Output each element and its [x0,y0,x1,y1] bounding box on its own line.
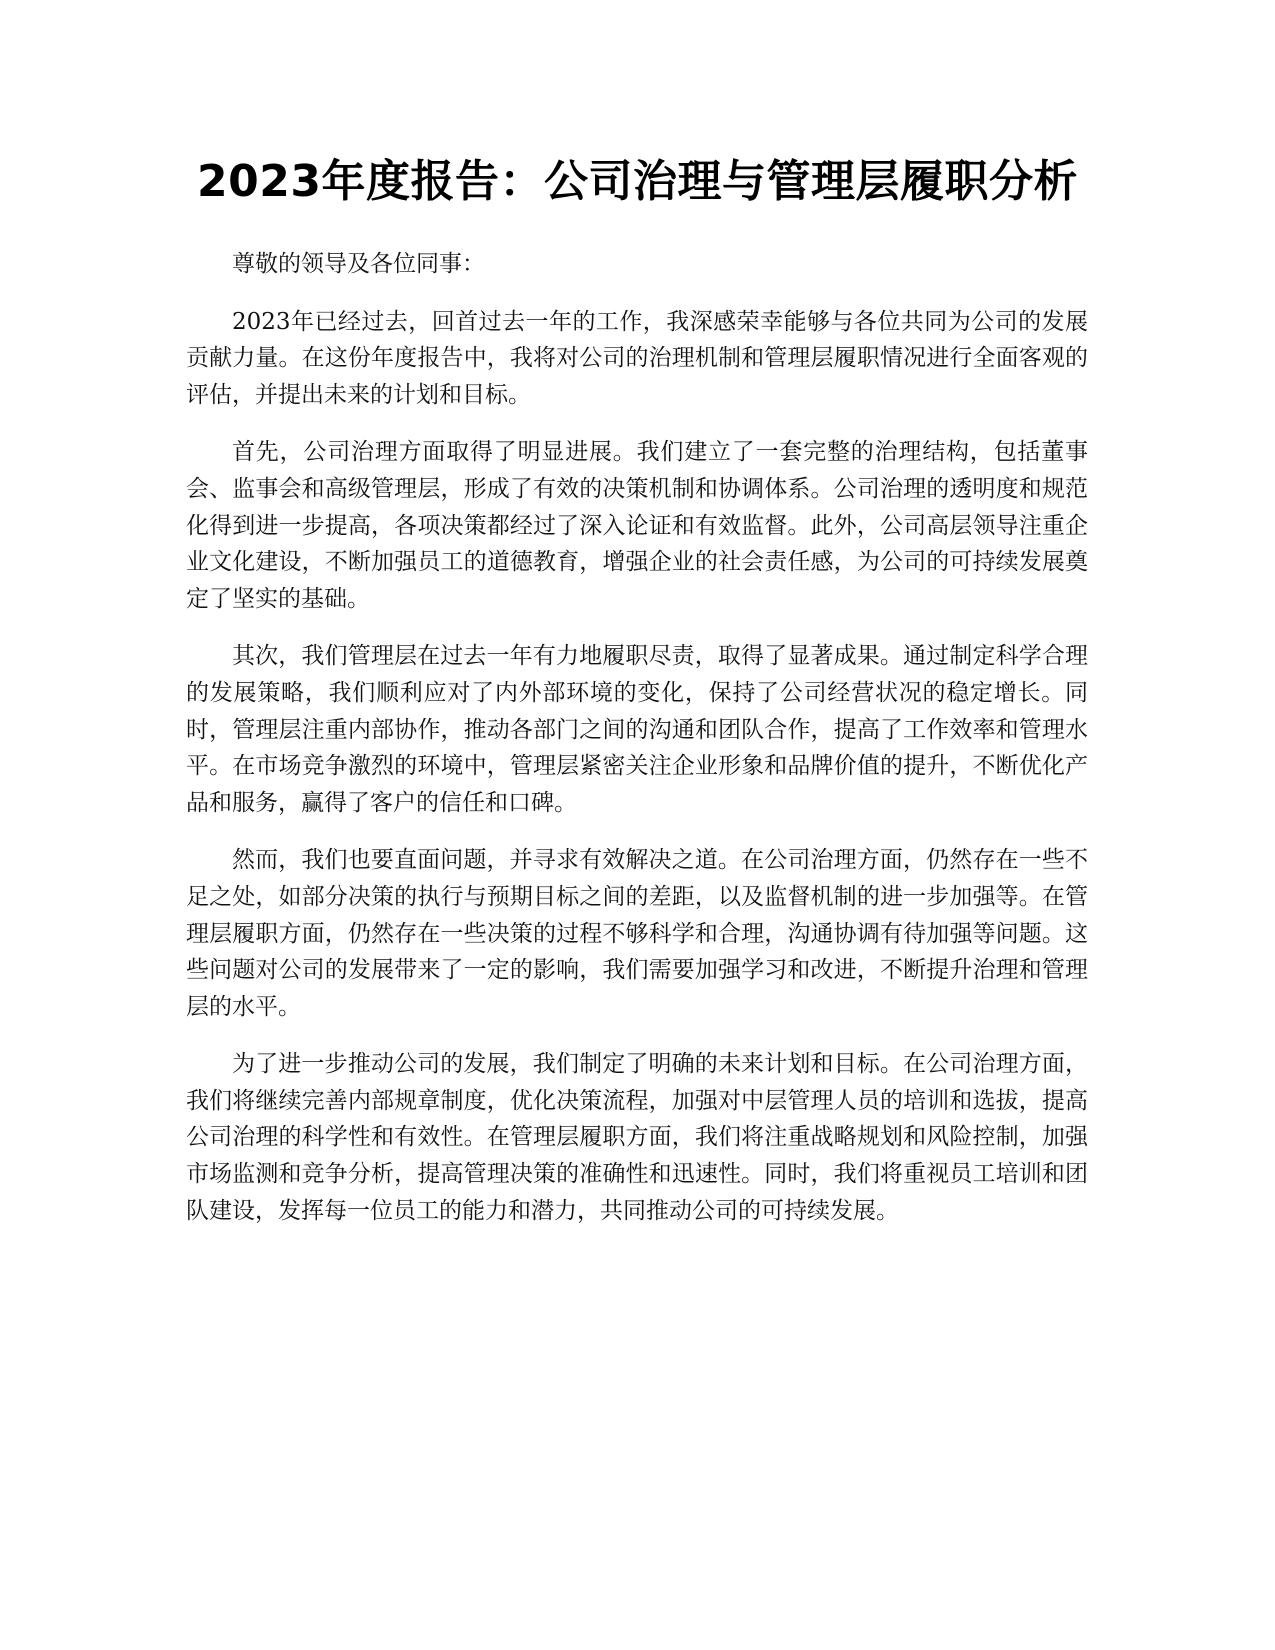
document-title: 2023年度报告：公司治理与管理层履职分析 [197,156,1078,207]
document-body [186,246,1088,1250]
greeting-paragraph: 尊敬的领导及各位同事： [232,251,485,277]
body-paragraph: 为了进一步推动公司的发展，我们制定了明确的未来计划和目标。在公司治理方面，我们将继续完善内部规章制度，优化决策流程，加强对中层管理人员的培训和选拔，提高公司治理的科学性和有效性。在管理层履职方面，我们将注重战略规划和风险控制，加强市场监测和竞争分析，提高管理决策的准确性和迅速性。同时，我们将重视员工培训和团队建设，发挥每一位员工的能力和潜力，共同推动公司的可持续发展。 [186,1051,1088,1224]
body-paragraph: 2023年已经过去，回首过去一年的工作，我深感荣幸能够与各位共同为公司的发展贡献力量。在这份年度报告中，我将对公司的治理机制和管理层履职情况进行全面客观的评估，并提出未来的计划和目标。 [186,308,1088,408]
body-paragraph: 然而，我们也要直面问题，并寻求有效解决之道。在公司治理方面，仍然存在一些不足之处，如部分决策的执行与预期目标之间的差距，以及监督机制的进一步加强等。在管理层履职方面，仍然存在一些决策的过程不够科学和合理，沟通协调有待加强等问题。这些问题对公司的发展带来了一定的影响，我们需要加强学习和改进，不断提升治理和管理层的水平。 [186,847,1088,1020]
body-paragraph: 其次，我们管理层在过去一年有力地履职尽责，取得了显著成果。通过制定科学合理的发展策略，我们顺利应对了内外部环境的变化，保持了公司经营状况的稳定增长。同时，管理层注重内部协作，推动各部门之间的沟通和团队合作，提高了工作效率和管理水平。在市场竞争激烈的环境中，管理层紧密关注企业形象和品牌价值的提升，不断优化产品和服务，赢得了客户的信任和口碑。 [186,643,1088,816]
body-paragraph: 首先，公司治理方面取得了明显进展。我们建立了一套完整的治理结构，包括董事会、监事会和高级管理层，形成了有效的决策机制和协调体系。公司治理的透明度和规范化得到进一步提高，各项决策都经过了深入论证和有效监督。此外，公司高层领导注重企业文化建设，不断加强员工的道德教育，增强企业的社会责任感，为公司的可持续发展奠定了坚实的基础。 [186,439,1088,612]
